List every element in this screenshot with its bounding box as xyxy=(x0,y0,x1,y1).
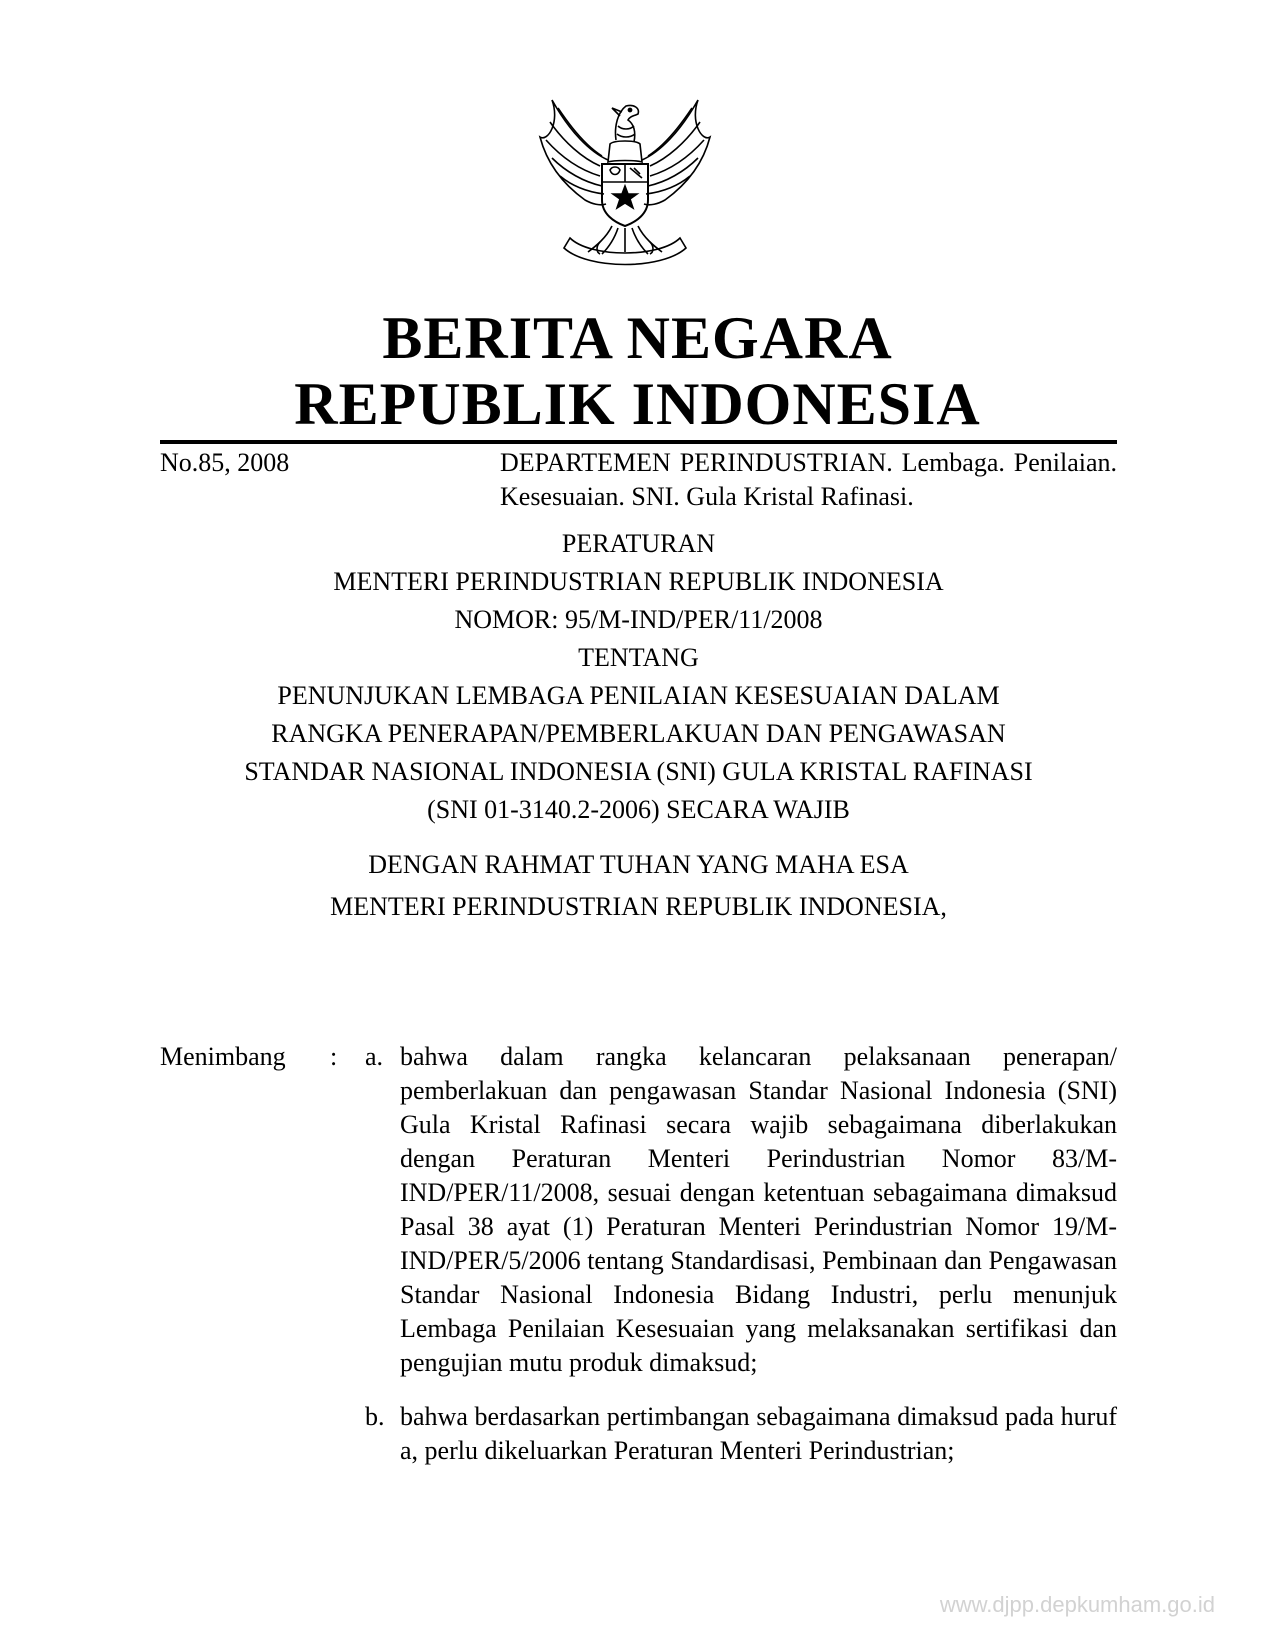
masthead-divider xyxy=(160,440,1117,444)
considerations-separator: : xyxy=(330,1042,338,1071)
regulation-title-line: STANDAR NASIONAL INDONESIA (SNI) GULA KRISTAL RAFINASI xyxy=(244,757,1033,786)
regulation-about: TENTANG xyxy=(578,643,699,672)
regulation-issuer: MENTERI PERINDUSTRIAN REPUBLIK INDONESIA xyxy=(333,567,944,596)
consideration-text: bahwa dalam rangka kelancaran pelaksanaan penerapan/ pemberlakuan dan pengawasan Standar Nasional Indonesia (SNI) Gula Kristal Rafinasi secara wajib sebagaimana diberlakukan dengan Peraturan Menteri Perindustrian Nomor 83/M-IND/PER/11/2008, sesuai dengan ketentuan sebagaimana dimaksud Pasal 38 ayat (1) Peraturan Menteri Perindustrian Nomor 19/M-IND/PER/5/2006 tentang Standardisasi, Pembinaan dan Pengawasan Standar Nasional Indonesia Bidang Industri, perlu menunjuk Lembaga Penilaian Kesesuaian yang melaksanakan sertifikasi dan pengujian mutu produk dimaksud; xyxy=(400,1042,1117,1377)
regulation-title-line: (SNI 01-3140.2-2006) SECARA WAJIB xyxy=(427,795,850,824)
consideration-text: bahwa berdasarkan pertimbangan sebagaimana dimaksud pada huruf a, perlu dikeluarkan Peraturan Menteri Perindustrian; xyxy=(400,1402,1117,1465)
masthead-title-line2: REPUBLIK INDONESIA xyxy=(294,371,981,437)
publication-number: No.85, 2008 xyxy=(160,448,290,477)
masthead-title-line1: BERITA NEGARA xyxy=(382,305,893,371)
publication-subject: DEPARTEMEN PERINDUSTRIAN. Lembaga. Penilaian. Kesesuaian. SNI. Gula Kristal Rafinasi. xyxy=(500,448,1117,511)
footer-url: www.djpp.depkumham.go.id xyxy=(939,1592,1215,1617)
considerations-label: Menimbang xyxy=(160,1042,286,1071)
regulation-title-line: PENUNJUKAN LEMBAGA PENILAIAN KESESUAIAN DALAM xyxy=(277,681,1000,710)
minister-line: MENTERI PERINDUSTRIAN REPUBLIK INDONESIA, xyxy=(330,892,947,921)
invocation: DENGAN RAHMAT TUHAN YANG MAHA ESA xyxy=(368,850,909,879)
consideration-letter: a. xyxy=(365,1042,384,1071)
regulation-number: NOMOR: 95/M-IND/PER/11/2008 xyxy=(454,605,823,634)
garuda-emblem-icon xyxy=(530,82,720,277)
regulation-type: PERATURAN xyxy=(561,529,716,558)
regulation-title-line: RANGKA PENERAPAN/PEMBERLAKUAN DAN PENGAWASAN xyxy=(271,719,1006,748)
consideration-letter: b. xyxy=(365,1402,385,1431)
